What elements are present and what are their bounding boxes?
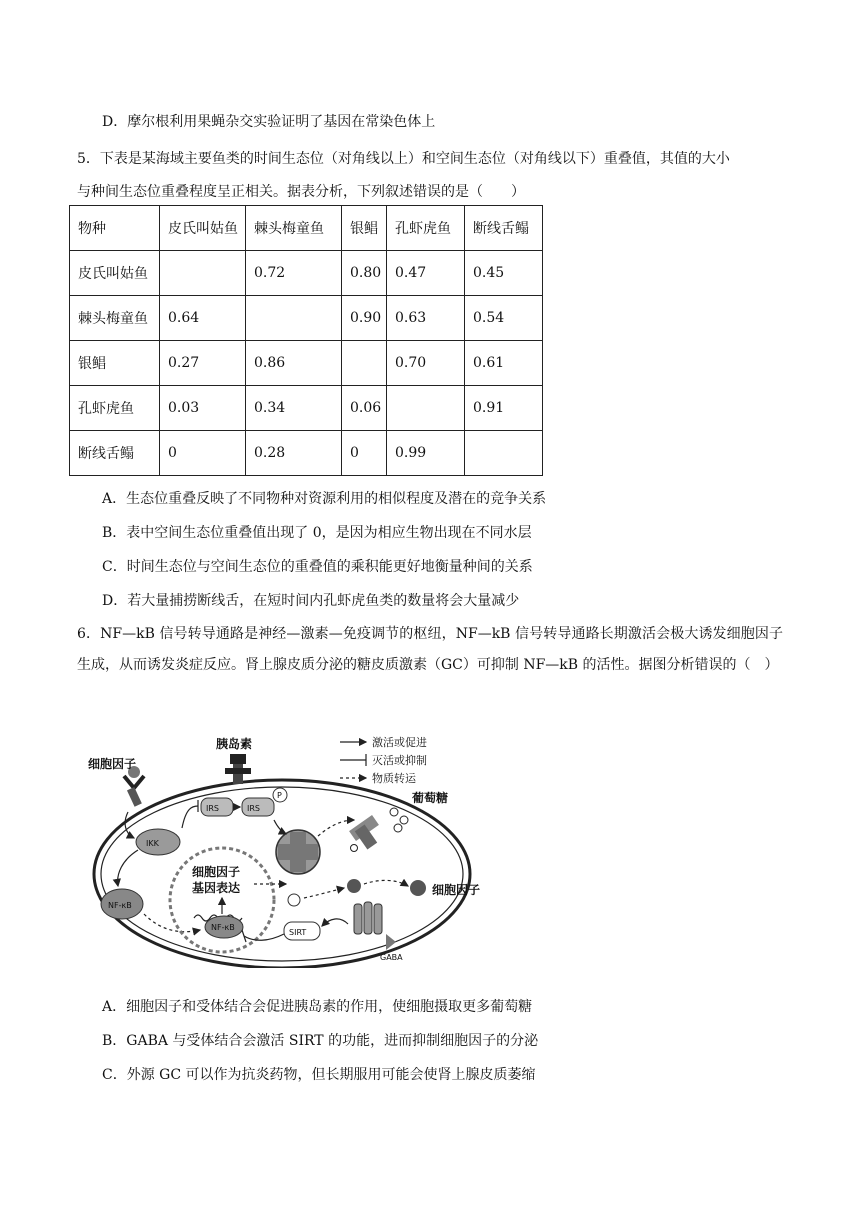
glucose-molecule-icon bbox=[394, 824, 402, 832]
table-cell: 0.61 bbox=[465, 341, 543, 386]
glucose-molecule-icon bbox=[351, 845, 358, 852]
table-cell bbox=[342, 341, 387, 386]
niche-overlap-table bbox=[69, 205, 543, 476]
table-row bbox=[70, 386, 543, 431]
table-cell: 0.54 bbox=[465, 296, 543, 341]
table-cell: 0.47 bbox=[387, 251, 465, 296]
table-cell: 0.27 bbox=[160, 341, 246, 386]
table-header-cell: 物种 bbox=[70, 206, 160, 251]
table-cell: 0.80 bbox=[342, 251, 387, 296]
table-cell: 0.64 bbox=[160, 296, 246, 341]
q5-option-d: D．若大量捕捞断线舌，在短时间内孔虾虎鱼类的数量将会大量减少 bbox=[102, 593, 520, 609]
gene-expression-label-1: 细胞因子 bbox=[192, 865, 241, 879]
cell-membrane-outer bbox=[94, 780, 470, 968]
table-header-cell: 孔虾虎鱼 bbox=[387, 206, 465, 251]
secreted-cytokine-label: 细胞因子 bbox=[432, 883, 481, 897]
table-header-cell: 断线舌鳎 bbox=[465, 206, 543, 251]
table-row bbox=[70, 341, 543, 386]
table-cell: 0.34 bbox=[246, 386, 342, 431]
legend bbox=[340, 735, 427, 785]
table-cell: 孔虾虎鱼 bbox=[70, 386, 160, 431]
cytokine-receptor-icon bbox=[124, 766, 144, 807]
cytokine-label: 细胞因子 bbox=[88, 757, 137, 771]
gaba-label: GABA bbox=[380, 953, 403, 962]
table-cell: 棘头梅童鱼 bbox=[70, 296, 160, 341]
table-cell: 0.70 bbox=[387, 341, 465, 386]
glucose-molecule-icon bbox=[390, 808, 398, 816]
table-cell: 0.91 bbox=[465, 386, 543, 431]
cytokine-vesicle-icon bbox=[347, 879, 361, 893]
insulin-label: 胰岛素 bbox=[216, 737, 253, 751]
q5-stem-line2: 与种间生态位重叠程度呈正相关。据表分析，下列叙述错误的是（ ） bbox=[77, 184, 525, 200]
q4-option-d: D．摩尔根利用果蝇杂交实验证明了基因在常染色体上 bbox=[102, 114, 436, 130]
glucose-transporter-icon bbox=[276, 830, 320, 874]
nfkb-nucleus-label: NF-κB bbox=[211, 923, 235, 932]
table-cell: 银鲳 bbox=[70, 341, 160, 386]
secreted-cytokine-icon bbox=[410, 880, 426, 896]
irs-phos-label: IRS bbox=[247, 804, 260, 813]
table-cell: 0.72 bbox=[246, 251, 342, 296]
gene-expression-label-2: 基因表达 bbox=[192, 881, 241, 895]
q5-stem-line1: 5．下表是某海域主要鱼类的时间生态位（对角线以上）和空间生态位（对角线以下）重叠值，其值的大小 bbox=[77, 151, 730, 167]
cytokine-vesicle-icon bbox=[288, 894, 300, 906]
table-cell: 0.06 bbox=[342, 386, 387, 431]
legend-activate-label: 激活或促进 bbox=[372, 736, 427, 749]
table-row bbox=[70, 431, 543, 476]
cell-signaling-diagram bbox=[82, 728, 502, 968]
table-cell: 0.45 bbox=[465, 251, 543, 296]
q6-option-b: B．GABA 与受体结合会激活 SIRT 的功能，进而抑制细胞因子的分泌 bbox=[102, 1033, 539, 1049]
irs-label: IRS bbox=[206, 804, 219, 813]
table-cell bbox=[246, 296, 342, 341]
table-row bbox=[70, 251, 543, 296]
table-header-row bbox=[70, 206, 543, 251]
table-cell bbox=[387, 386, 465, 431]
table-row bbox=[70, 296, 543, 341]
table-header-cell: 皮氏叫姑鱼 bbox=[160, 206, 246, 251]
q6-option-c: C．外源 GC 可以作为抗炎药物，但长期服用可能会使肾上腺皮质萎缩 bbox=[102, 1067, 536, 1083]
table-header-cell: 银鲳 bbox=[342, 206, 387, 251]
table-cell: 0.90 bbox=[342, 296, 387, 341]
table-cell: 0.63 bbox=[387, 296, 465, 341]
q5-option-b: B．表中空间生态位重叠值出现了 0，是因为相应生物出现在不同水层 bbox=[102, 525, 532, 541]
q6-option-a: A．细胞因子和受体结合会促进胰岛素的作用，使细胞摄取更多葡萄糖 bbox=[102, 999, 533, 1015]
table-cell: 断线舌鳎 bbox=[70, 431, 160, 476]
table-cell: 皮氏叫姑鱼 bbox=[70, 251, 160, 296]
insulin-receptor-icon bbox=[225, 754, 251, 784]
table-cell: 0.03 bbox=[160, 386, 246, 431]
legend-transport-label: 物质转运 bbox=[372, 772, 416, 785]
nfkb-cytoplasm-label: NF-κB bbox=[108, 901, 132, 910]
table-cell bbox=[465, 431, 543, 476]
table-cell: 0 bbox=[160, 431, 246, 476]
table-cell: 0.28 bbox=[246, 431, 342, 476]
q6-stem: 6．NF—kB 信号转导通路是神经—激素—免疫调节的枢纽，NF—kB 信号转导通路长期激活会极大诱发细胞因子生成，从而诱发炎症反应。肾上腺皮质分泌的糖皮质激素（GC）可抑制 NF—kB 的活性。据图分析错误的（ ） bbox=[77, 626, 783, 673]
ikk-label: IKK bbox=[146, 839, 159, 848]
glucose-label: 葡萄糖 bbox=[412, 791, 449, 805]
sirt-label: SIRT bbox=[289, 928, 307, 937]
q5-option-a: A．生态位重叠反映了不同物种对资源利用的相似程度及潜在的竞争关系 bbox=[102, 491, 547, 507]
table-cell: 0.99 bbox=[387, 431, 465, 476]
table-header-cell: 棘头梅童鱼 bbox=[246, 206, 342, 251]
table-cell bbox=[160, 251, 246, 296]
glucose-molecule-icon bbox=[400, 816, 408, 824]
gaba-receptor-icon bbox=[354, 902, 396, 950]
legend-inhibit-label: 灭活或抑制 bbox=[372, 754, 427, 767]
table-cell: 0 bbox=[342, 431, 387, 476]
q5-option-c: C．时间生态位与空间生态位的重叠值的乘积能更好地衡量种间的关系 bbox=[102, 559, 533, 575]
phosphate-label: P bbox=[277, 791, 282, 800]
table-cell: 0.86 bbox=[246, 341, 342, 386]
